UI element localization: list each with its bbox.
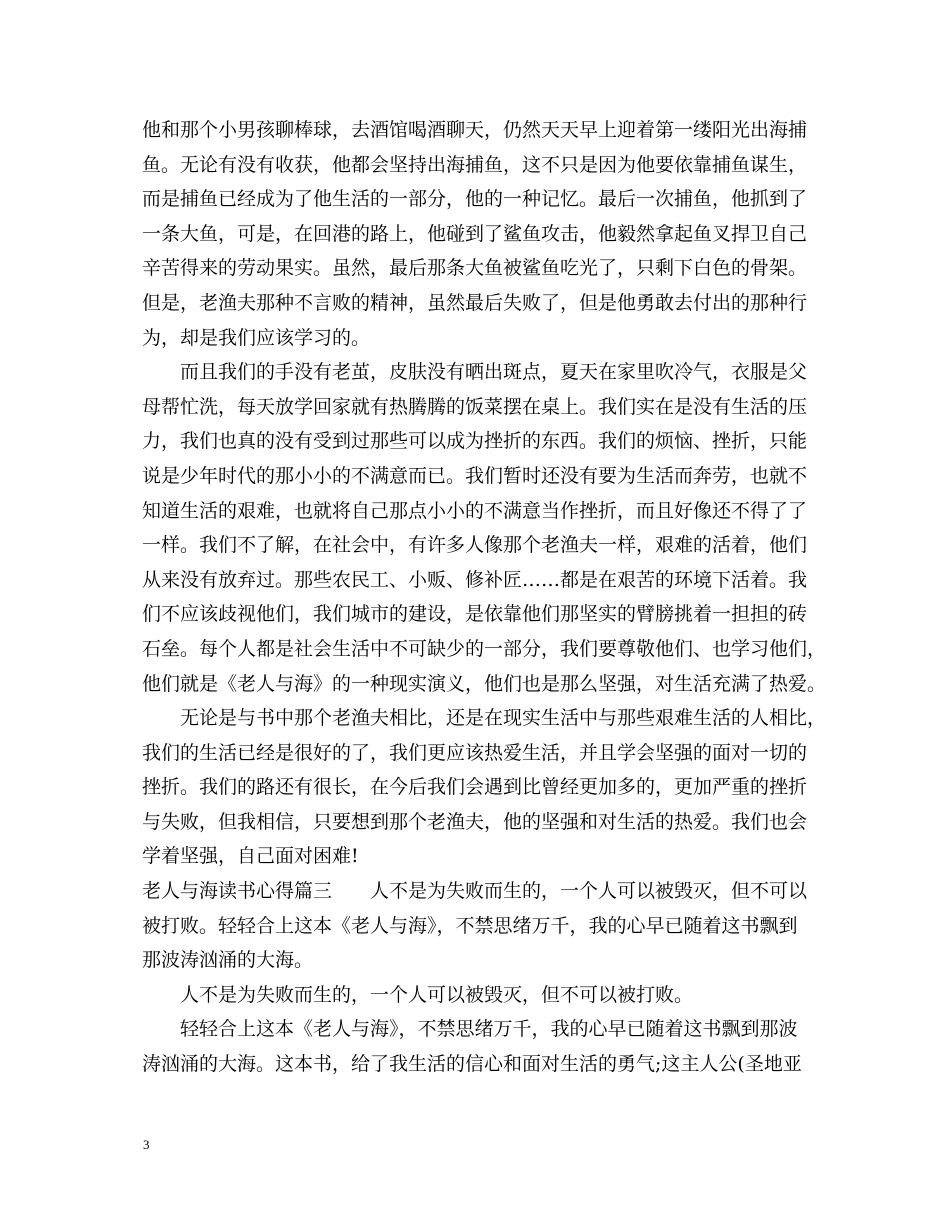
text-line: 学着坚强，自己面对困难! <box>142 845 359 868</box>
text-line: 涛汹涌的大海。这本书，给了我生活的信心和面对生活的勇气;这主人公(圣地亚 <box>142 1053 802 1076</box>
text-line: 挫折。我们的路还有很长，在今后我们会遇到比曾经更加多的，更加严重的挫折 <box>142 776 808 799</box>
paragraph-first-line: 轻轻合上这本《老人与海》，不禁思绪万千，我的心早已随着这书飘到那波 <box>180 1018 798 1041</box>
text-line: 力，我们也真的没有受到过那些可以成为挫折的东西。我们的烦恼、挫折，只能 <box>142 430 808 453</box>
text-line: 辛苦得来的劳动果实。虽然，最后那条大鱼被鲨鱼吃光了，只剩下白色的骨架。 <box>142 257 808 280</box>
text-line: 从来没有放弃过。那些农民工、小贩、修补匠……都是在艰苦的环境下活着。我 <box>142 568 808 591</box>
paragraph-first-line: 而且我们的手没有老茧，皮肤没有晒出斑点，夏天在家里吹冷气，衣服是父 <box>180 361 808 384</box>
text-line: 被打败。轻轻合上这本《老人与海》，不禁思绪万千，我的心早已随着这书飘到 <box>142 914 798 937</box>
text-line: 母帮忙洗，每天放学回家就有热腾腾的饭菜摆在桌上。我们实在是没有生活的压 <box>142 395 808 418</box>
text-line: 知道生活的艰难，也就将自己那点小小的不满意当作挫折，而且好像还不得了了 <box>142 499 808 522</box>
text-line: 我们的生活已经是很好的了，我们更应该热爱生活，并且学会坚强的面对一切的 <box>142 741 808 764</box>
text-line: 他们就是《老人与海》的一种现实演义，他们也是那么坚强，对生活充满了热爱。 <box>142 672 827 695</box>
text-line: 鱼。无论有没有收获，他都会坚持出海捕鱼，这不只是因为他要依靠捕鱼谋生， <box>142 153 808 176</box>
text-line: 们不应该歧视他们，我们城市的建设，是依靠他们那坚实的臂膀挑着一担担的砖 <box>142 603 808 626</box>
text-line: 为，却是我们应该学习的。 <box>142 326 371 349</box>
text-line: 他和那个小男孩聊棒球，去酒馆喝酒聊天，仍然天天早上迎着第一缕阳光出海捕 <box>142 119 808 141</box>
text-line: 一条大鱼，可是，在回港的路上，他碰到了鲨鱼攻击，他毅然拿起鱼叉捍卫自己 <box>142 222 808 245</box>
page-number: 3 <box>143 1137 150 1152</box>
text-line: 与失败，但我相信，只要想到那个老渔夫，他的坚强和对生活的热爱。我们也会 <box>142 810 808 833</box>
text-line: 而是捕鱼已经成为了他生活的一部分，他的一种记忆。最后一次捕鱼，他抓到了 <box>142 188 808 211</box>
text-line: 一样。我们不了解，在社会中，有许多人像那个老渔夫一样，艰难的活着，他们 <box>142 534 808 557</box>
paragraph-first-line: 人不是为失败而生的，一个人可以被毁灭，但不可以被打败。 <box>180 983 694 1006</box>
text-line: 那波涛汹涌的大海。 <box>142 949 314 972</box>
paragraph-first-line: 无论是与书中那个老渔夫相比，还是在现实生活中与那些艰难生活的人相比， <box>180 707 827 730</box>
text-line: 但是，老渔夫那种不言败的精神，虽然最后失败了，但是他勇敢去付出的那种行 <box>142 291 808 314</box>
document-body <box>142 113 827 1082</box>
text-line: 说是少年时代的那小小的不满意而已。我们暂时还没有要为生活而奔劳，也就不 <box>142 464 808 487</box>
text-line: 石垒。每个人都是社会生活中不可缺少的一部分，我们要尊敬他们、也学习他们， <box>142 637 827 660</box>
section-heading-line: 老人与海读书心得篇三 人不是为失败而生的，一个人可以被毁灭，但不可以 <box>142 880 808 903</box>
